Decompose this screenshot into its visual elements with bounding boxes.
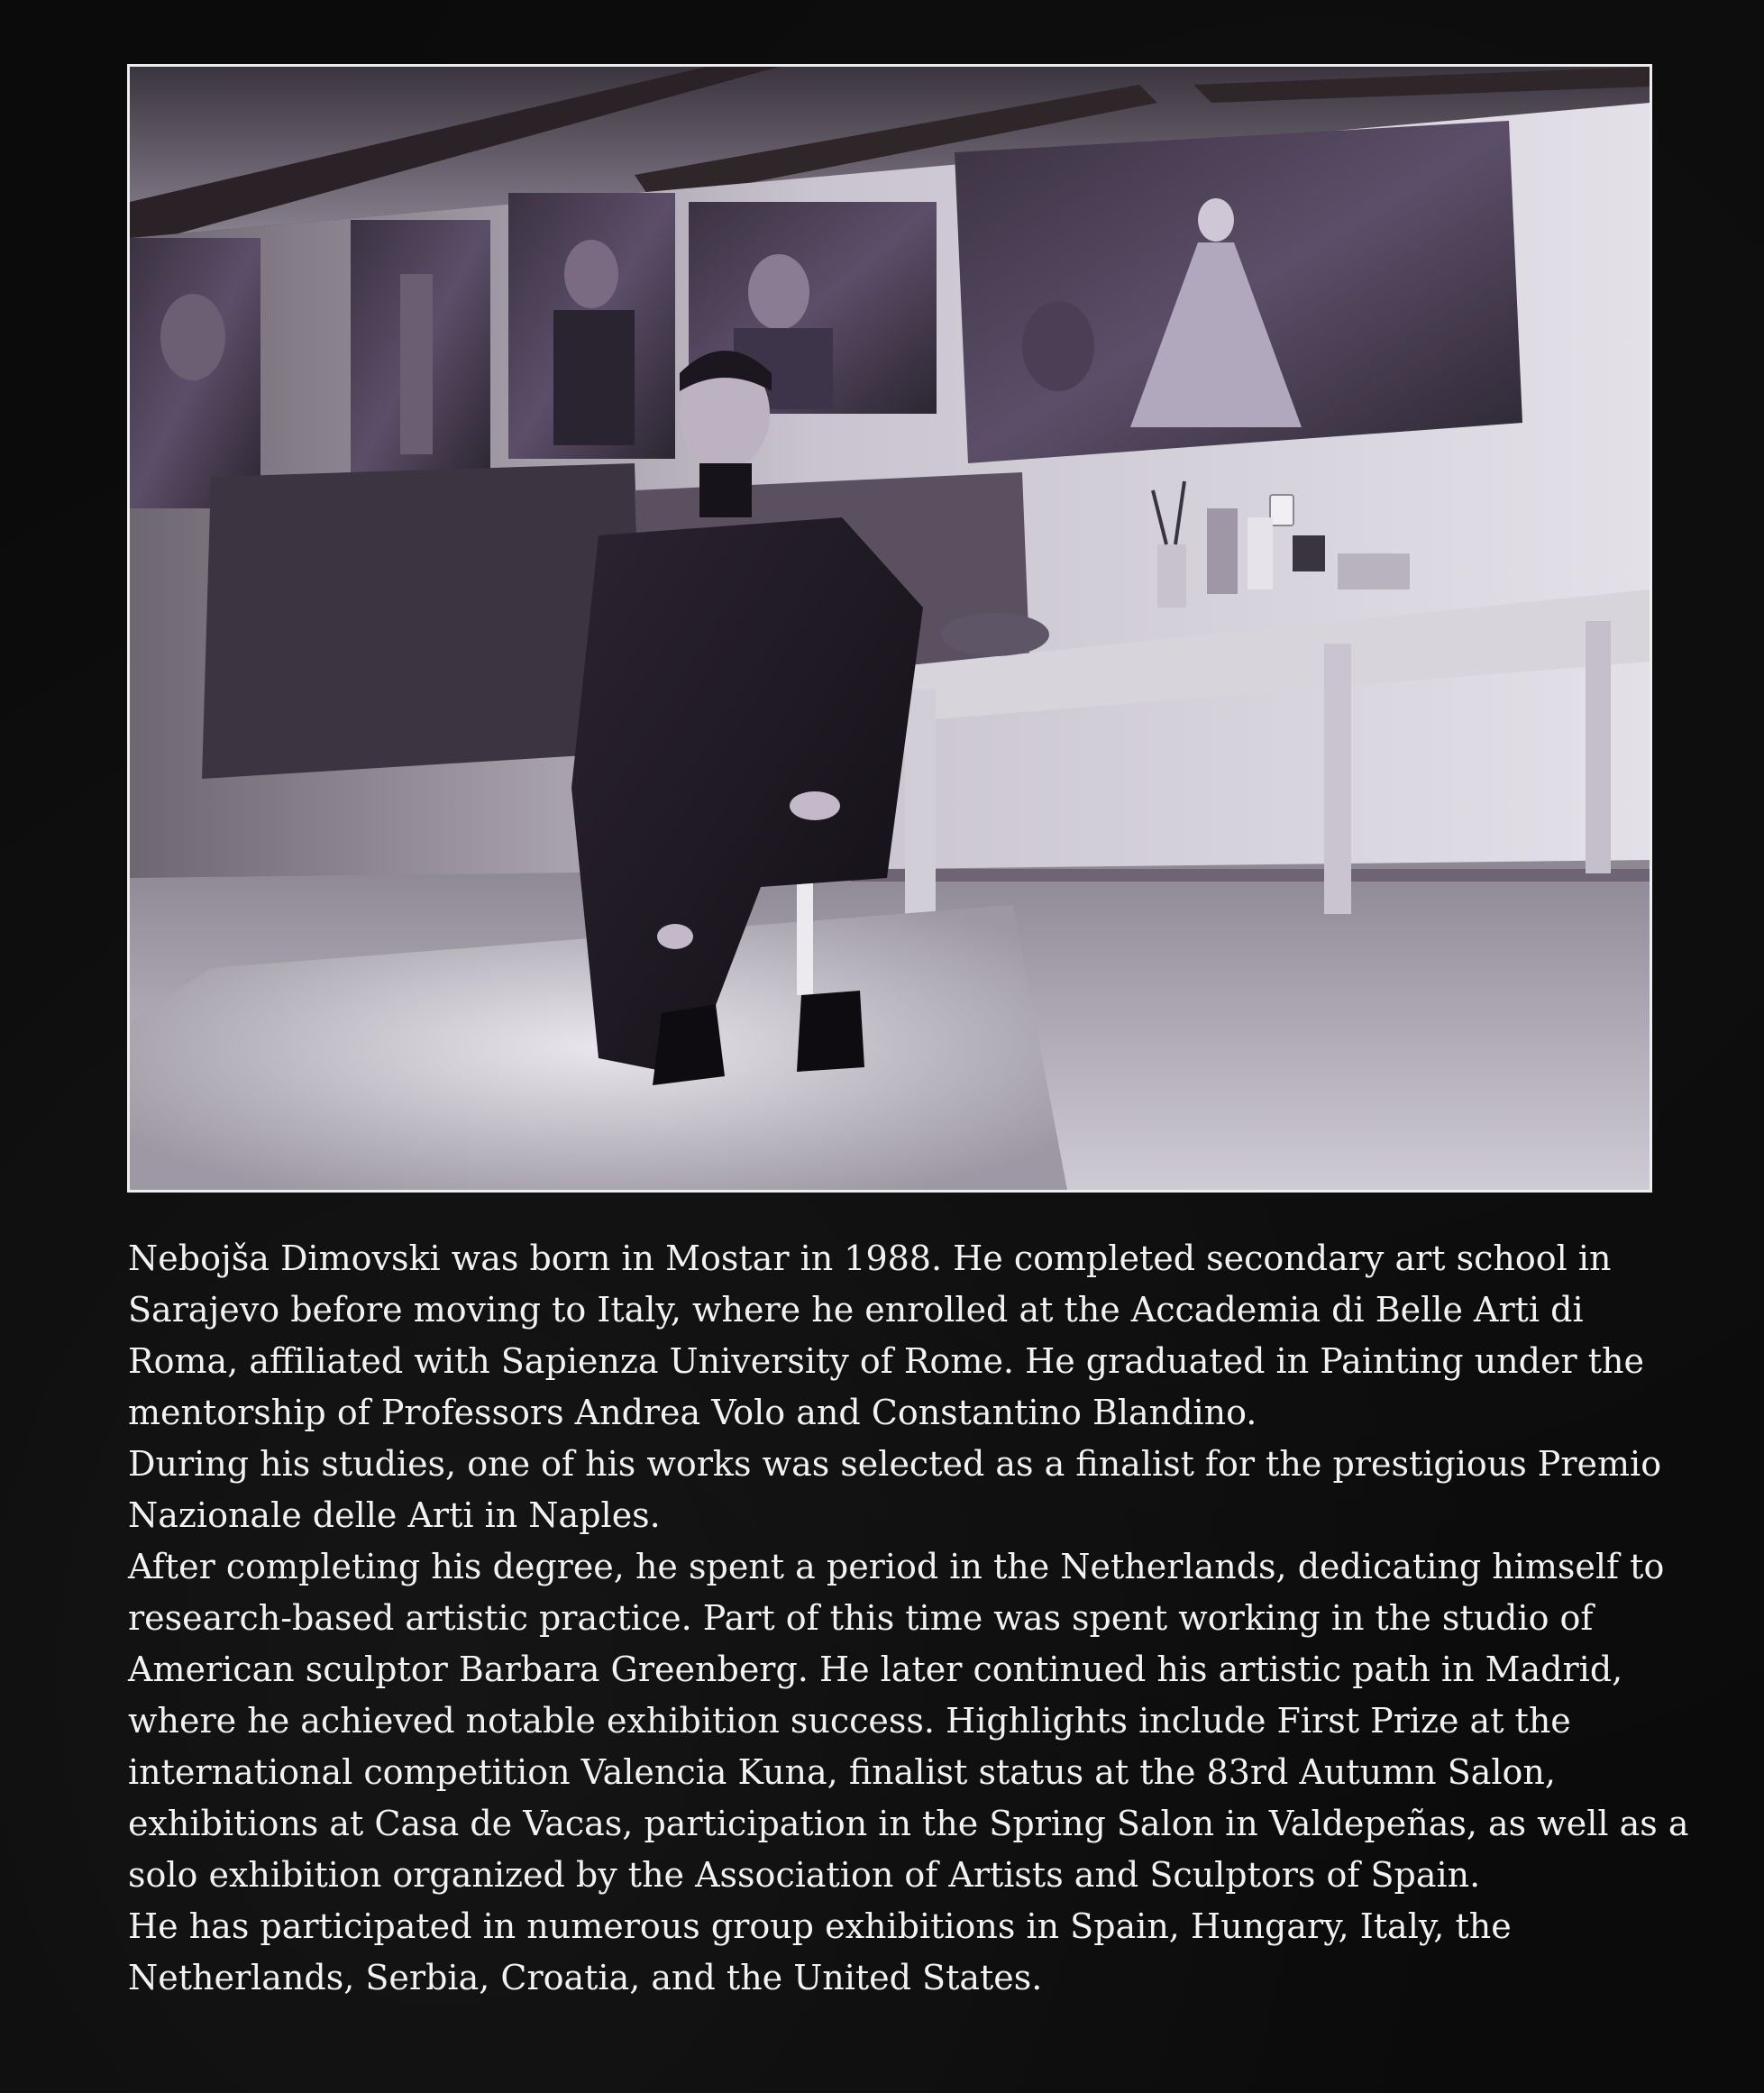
painting-left-portrait (130, 238, 260, 508)
bio-paragraph-exhibitions: He has participated in numerous group exhibitions in Spain, Hungary, Italy, the Netherlands, Serbia, Croatia, and the United States. (128, 1906, 1512, 1997)
painting-man-in-suit (508, 193, 675, 459)
studio-photo-illustration (130, 67, 1650, 1190)
baseboard (851, 869, 1650, 882)
painting-dancer (955, 121, 1522, 463)
artist-biography (128, 1233, 1696, 2004)
bio-paragraph-studies: During his studies, one of his works was selected as a finalist for the prestigious Premio Nazionale delle Arti in Naples. (128, 1444, 1662, 1535)
artist-studio-photo (127, 64, 1652, 1193)
painting-standing-figure (351, 220, 490, 481)
bio-paragraph-career: After completing his degree, he spent a period in the Netherlands, dedicating himself to research-based artistic practice. Part of this time was spent working in the studio of American sculptor Barbara Greenberg. He later continued his artistic path in Madrid, where he achieved notable exhibition success. Highlights include First Prize at the international competition Valencia Kuna, finalist status at the 83rd Autumn Salon, exhibitions at Casa de Vacas, participation in the Spring Salon in Valdepeñas, as well as a solo exhibition organized by the Association of Artists and Sculptors of Spain. (128, 1547, 1689, 1895)
bio-paragraph-early-life: Nebojša Dimovski was born in Mostar in 1988. He completed secondary art school in Sarajevo before moving to Italy, where he enrolled at the Accademia di Belle Arti di Roma, affiliated with Sapienza University of Rome. He graduated in Painting under the mentorship of Professors Andrea Volo and Constantino Blandino. (128, 1238, 1644, 1432)
wall-outlet (1270, 495, 1293, 526)
stacked-canvases (202, 463, 644, 779)
